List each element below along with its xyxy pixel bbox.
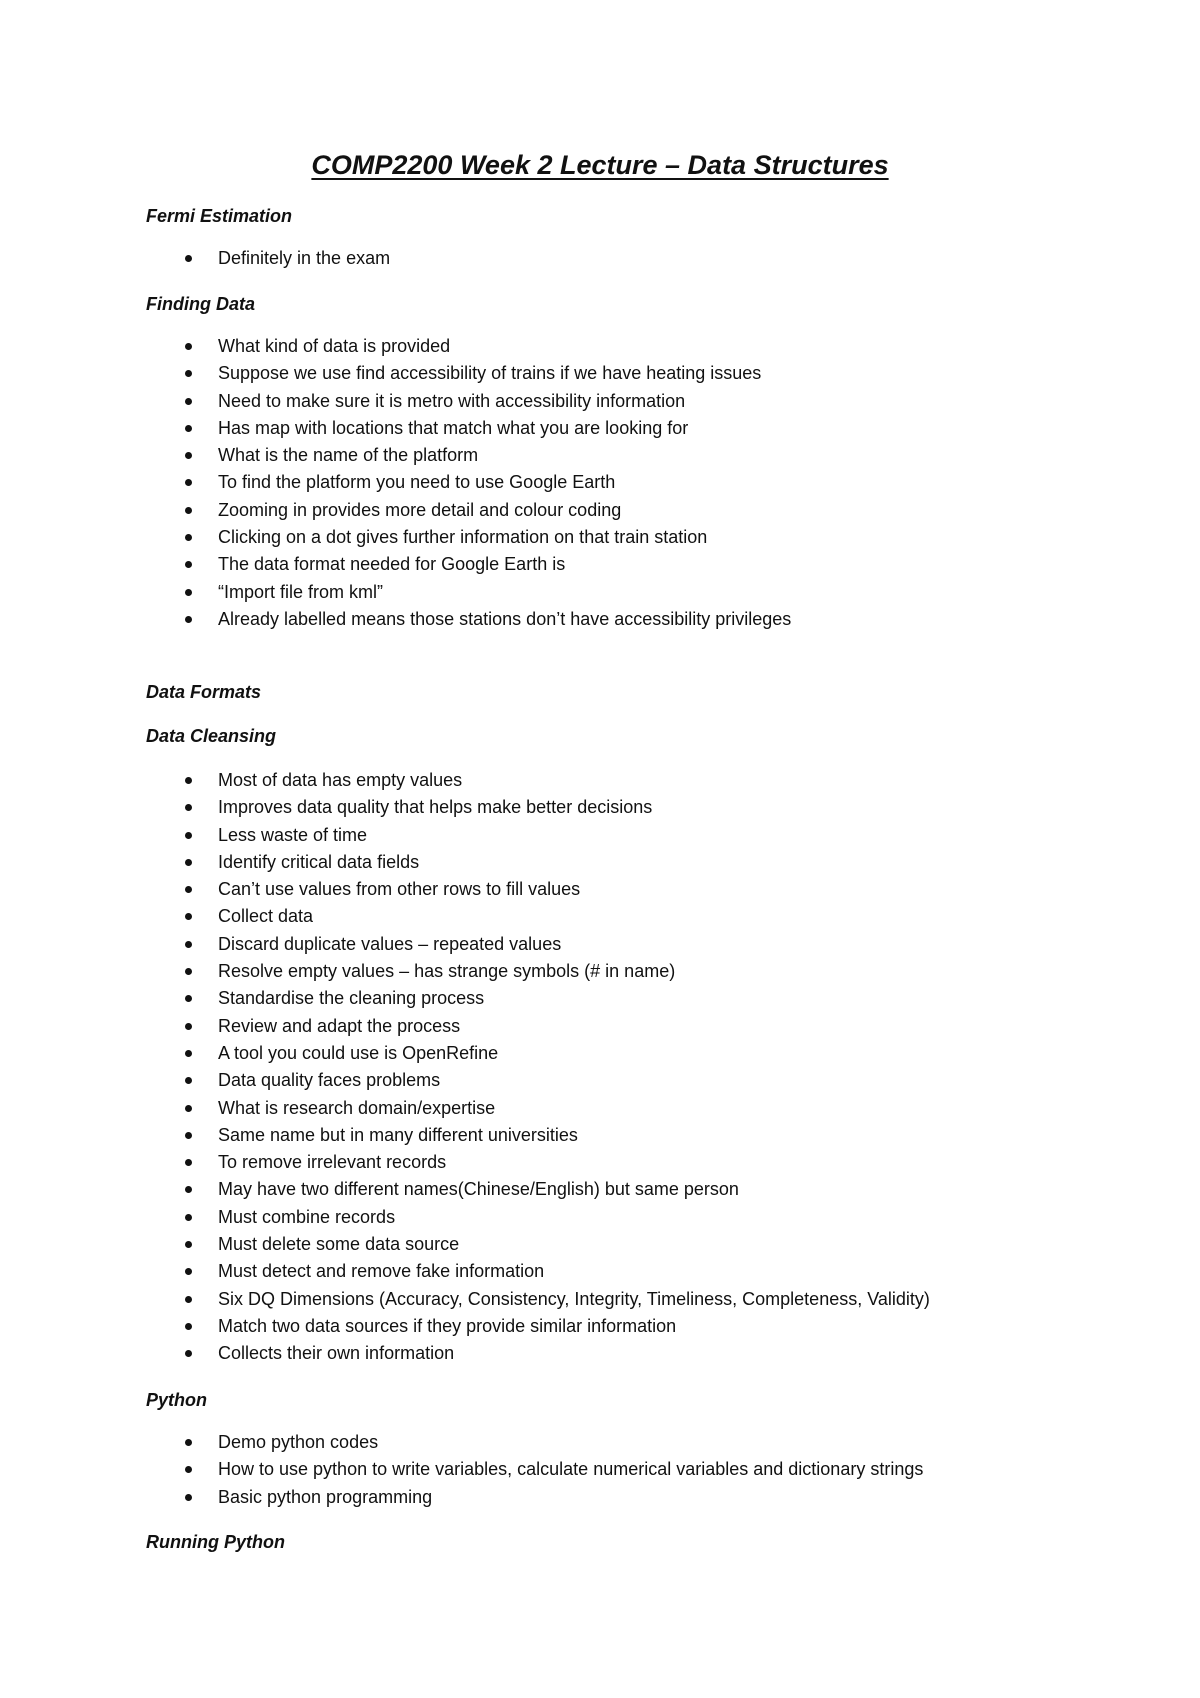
- list-item-text: Most of data has empty values: [218, 770, 463, 790]
- list-item-text: Match two data sources if they provide similar information: [218, 1315, 677, 1336]
- bullet-icon: [185, 589, 192, 596]
- bullet-icon: [185, 1023, 192, 1030]
- bullet-icon: [185, 1323, 192, 1330]
- list-item: [0, 985, 930, 1012]
- bullet-icon: [185, 1241, 192, 1248]
- bullet-icon: [185, 561, 192, 568]
- list-item-text: Need to make sure it is metro with accessibility information: [218, 390, 686, 411]
- list-item: [0, 1340, 930, 1367]
- bullet-icon: [185, 1186, 192, 1193]
- section-list-data-cleansing: [0, 767, 930, 1368]
- bullet-icon: [185, 886, 192, 893]
- bullet-icon: [185, 616, 192, 623]
- list-item-text: Less waste of time: [218, 824, 368, 845]
- bullet-icon: [185, 913, 192, 920]
- list-item-text: Discard duplicate values – repeated values: [218, 933, 562, 954]
- list-item: [0, 469, 791, 496]
- list-item-text: Zooming in provides more detail and colour coding: [218, 499, 622, 520]
- list-item: [0, 415, 791, 442]
- list-item-text: Collects their own information: [218, 1343, 455, 1364]
- list-item: [0, 497, 791, 524]
- list-item: [0, 579, 791, 606]
- list-item: [0, 245, 390, 272]
- list-item: [0, 1258, 930, 1285]
- section-heading-running-python: Running Python: [146, 1532, 285, 1552]
- bullet-icon: [185, 1296, 192, 1303]
- list-item: [0, 1149, 930, 1176]
- list-item-text: Must detect and remove fake information: [218, 1261, 545, 1282]
- list-item-text: Must delete some data source: [218, 1234, 460, 1255]
- bullet-icon: [185, 398, 192, 405]
- list-item: [0, 388, 791, 415]
- list-item: [0, 606, 791, 633]
- list-item-text: Clicking on a dot gives further information on that train station: [218, 527, 708, 548]
- list-item-text: Can’t use values from other rows to fill values: [218, 879, 581, 900]
- list-item-text: Must combine records: [218, 1206, 396, 1227]
- bullet-icon: [185, 995, 192, 1002]
- list-item: [0, 876, 930, 903]
- section-list-python: [0, 1429, 923, 1511]
- list-item: [0, 849, 930, 876]
- list-item-text: What kind of data is provided: [218, 336, 451, 356]
- list-item: [0, 333, 791, 360]
- list-item: [0, 1013, 930, 1040]
- list-item: [0, 1429, 923, 1456]
- list-item: [0, 958, 930, 985]
- bullet-icon: [185, 777, 192, 784]
- list-item: [0, 442, 791, 469]
- list-item-text: Collect data: [218, 906, 314, 927]
- list-item: [0, 1095, 930, 1122]
- list-item-text: The data format needed for Google Earth is: [218, 554, 566, 575]
- bullet-icon: [185, 1268, 192, 1275]
- list-item: [0, 524, 791, 551]
- bullet-icon: [185, 255, 192, 262]
- list-item-text: Already labelled means those stations don’t have accessibility privileges: [218, 608, 792, 629]
- list-item-text: Data quality faces problems: [218, 1070, 441, 1091]
- section-heading-finding-data: Finding Data: [146, 294, 255, 314]
- bullet-icon: [185, 1105, 192, 1112]
- list-item-text: Resolve empty values – has strange symbols (# in name): [218, 961, 676, 982]
- list-item-text: Basic python programming: [218, 1486, 433, 1507]
- bullet-icon: [185, 1077, 192, 1084]
- list-item-text: What is the name of the platform: [218, 445, 479, 466]
- bullet-icon: [185, 534, 192, 541]
- list-item-text: Improves data quality that helps make better decisions: [218, 797, 653, 818]
- section-heading-python: Python: [146, 1390, 207, 1410]
- list-item-text: Same name but in many different universities: [218, 1124, 578, 1145]
- list-item-text: To find the platform you need to use Google Earth: [218, 472, 616, 493]
- bullet-icon: [185, 804, 192, 811]
- list-item: [0, 931, 930, 958]
- bullet-icon: [185, 1350, 192, 1357]
- bullet-icon: [185, 1132, 192, 1139]
- bullet-icon: [185, 941, 192, 948]
- bullet-icon: [185, 1214, 192, 1221]
- list-item: [0, 1456, 923, 1483]
- bullet-icon: [185, 1494, 192, 1501]
- list-item: [0, 1122, 930, 1149]
- list-item-text: Review and adapt the process: [218, 1015, 461, 1036]
- bullet-icon: [185, 343, 192, 350]
- section-heading-data-cleansing: Data Cleansing: [146, 726, 277, 746]
- bullet-icon: [185, 1159, 192, 1166]
- list-item-text: Demo python codes: [218, 1432, 379, 1452]
- list-item-text: To remove irrelevant records: [218, 1152, 447, 1173]
- list-item: [0, 1231, 930, 1258]
- list-item-text: How to use python to write variables, calculate numerical variables and dictionary strings: [218, 1459, 924, 1480]
- section-list-finding-data: [0, 333, 791, 633]
- bullet-icon: [185, 859, 192, 866]
- list-item: [0, 1484, 923, 1511]
- section-heading-data-formats: Data Formats: [146, 682, 262, 702]
- list-item-text: Has map with locations that match what you are looking for: [218, 417, 689, 438]
- bullet-icon: [185, 479, 192, 486]
- bullet-icon: [185, 968, 192, 975]
- bullet-icon: [185, 507, 192, 514]
- list-item: [0, 1313, 930, 1340]
- section-list-fermi-estimation: [0, 245, 390, 272]
- list-item-text: May have two different names(Chinese/English) but same person: [218, 1179, 739, 1200]
- list-item: [0, 1204, 930, 1231]
- list-item: [0, 767, 930, 794]
- list-item: [0, 551, 791, 578]
- bullet-icon: [185, 370, 192, 377]
- bullet-icon: [185, 1050, 192, 1057]
- list-item: [0, 1176, 930, 1203]
- list-item: [0, 360, 791, 387]
- list-item-text: Standardise the cleaning process: [218, 988, 485, 1009]
- list-item: [0, 822, 930, 849]
- list-item: [0, 903, 930, 930]
- list-item-text: A tool you could use is OpenRefine: [218, 1042, 499, 1063]
- bullet-icon: [185, 452, 192, 459]
- bullet-icon: [185, 1466, 192, 1473]
- list-item-text: Definitely in the exam: [218, 248, 391, 268]
- list-item-text: What is research domain/expertise: [218, 1097, 496, 1118]
- list-item: [0, 1040, 930, 1067]
- page-title: COMP2200 Week 2 Lecture – Data Structures: [311, 150, 889, 180]
- list-item-text: Six DQ Dimensions (Accuracy, Consistency, Integrity, Timeliness, Completeness, Validity): [218, 1288, 930, 1309]
- list-item-text: Suppose we use find accessibility of trains if we have heating issues: [218, 363, 762, 384]
- bullet-icon: [185, 1439, 192, 1446]
- list-item: [0, 1286, 930, 1313]
- list-item: [0, 1067, 930, 1094]
- list-item-text: “Import file from kml”: [218, 581, 384, 602]
- bullet-icon: [185, 832, 192, 839]
- bullet-icon: [185, 425, 192, 432]
- section-heading-fermi-estimation: Fermi Estimation: [146, 206, 293, 226]
- list-item: [0, 794, 930, 821]
- list-item-text: Identify critical data fields: [218, 851, 420, 872]
